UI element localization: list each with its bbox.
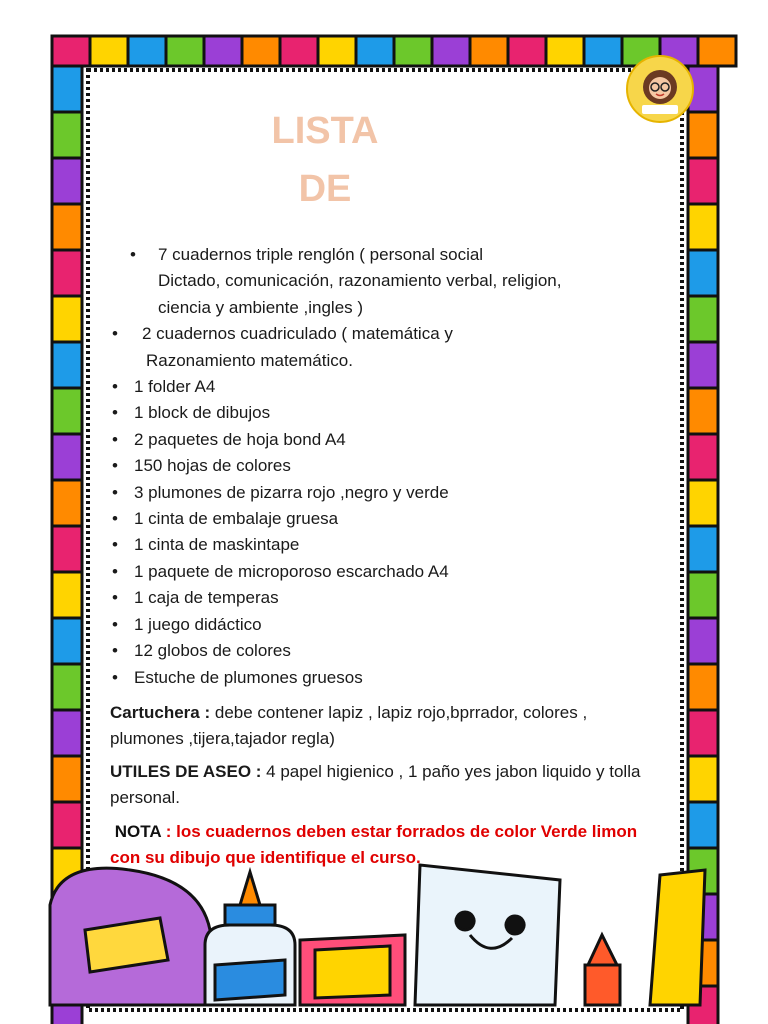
list-item — [112, 321, 652, 374]
list-item — [112, 532, 652, 558]
nota-paragraph — [110, 819, 655, 871]
list-item-text: Estuche de plumones gruesos — [134, 667, 363, 687]
list-item — [112, 506, 652, 532]
list-item-text: 1 folder A4 — [134, 377, 216, 397]
bullet-icon: • — [112, 324, 118, 344]
supplies-list — [112, 242, 652, 691]
frame-tile — [52, 664, 82, 710]
notebook-eye-right-icon — [506, 916, 524, 934]
frame-tile — [52, 66, 82, 112]
crayon-icon — [585, 965, 620, 1005]
frame-tile — [688, 158, 718, 204]
frame-tile — [584, 36, 622, 66]
list-item — [112, 480, 652, 506]
frame-tile — [52, 250, 82, 296]
frame-tile — [52, 434, 82, 480]
list-item-text: 7 cuadernos triple renglón ( personal social — [158, 245, 484, 264]
frame-tile — [52, 388, 82, 434]
list-item — [112, 427, 652, 453]
frame-tile — [52, 756, 82, 802]
bullet-icon: • — [112, 614, 118, 634]
frame-tile — [688, 618, 718, 664]
cartuchera-label: Cartuchera : — [110, 703, 211, 722]
frame-tile — [688, 710, 718, 756]
crayon-tip-icon — [588, 935, 617, 965]
frame-tile — [90, 36, 128, 66]
frame-tile — [52, 572, 82, 618]
teacher-avatar-logo — [626, 55, 694, 123]
frame-tile — [688, 112, 718, 158]
frame-tile — [688, 342, 718, 388]
notebook-icon — [415, 865, 560, 1005]
frame-tile — [688, 296, 718, 342]
frame-tile — [280, 36, 318, 66]
bullet-icon: • — [112, 667, 118, 687]
list-item — [112, 612, 652, 638]
frame-tile — [128, 36, 166, 66]
frame-tile — [688, 572, 718, 618]
bullet-icon: • — [112, 482, 118, 502]
notebook-eye-left-icon — [456, 912, 474, 930]
list-item — [112, 638, 652, 664]
list-item-text: 1 caja de temperas — [134, 588, 279, 608]
frame-tile — [166, 36, 204, 66]
list-item-text: 1 juego didáctico — [134, 614, 262, 634]
nota-text: : los cuadernos deben estar forrados de color Verde limon con su dibujo que identifique el curso. — [110, 822, 638, 867]
frame-tile — [688, 802, 718, 848]
aseo-paragraph — [110, 759, 655, 811]
cartuchera-text: debe contener lapiz , lapiz rojo,bprrador, colores , plumones ,tijera,tajador regla) — [110, 703, 588, 748]
list-item — [112, 242, 652, 321]
frame-tile — [688, 664, 718, 710]
list-item-text: 12 globos de colores — [134, 641, 291, 661]
ruler-icon — [650, 870, 705, 1005]
frame-tile — [688, 388, 718, 434]
frame-tile — [688, 526, 718, 572]
frame-tile — [52, 296, 82, 342]
frame-tile — [52, 526, 82, 572]
list-item-text: 1 cinta de embalaje gruesa — [134, 509, 339, 529]
frame-tile — [52, 802, 82, 848]
list-item-continuation: Dictado, comunicación, razonamiento verbal, religion, — [158, 271, 562, 291]
nota-label: NOTA — [114, 822, 162, 841]
bullet-icon: • — [112, 377, 118, 397]
frame-tile — [52, 36, 90, 66]
frame-tile — [356, 36, 394, 66]
frame-tile — [688, 756, 718, 802]
frame-tile — [394, 36, 432, 66]
list-item — [112, 374, 652, 400]
bullet-icon: • — [112, 403, 118, 423]
frame-tile — [470, 36, 508, 66]
bullet-icon: • — [112, 588, 118, 608]
bullet-icon: • — [112, 429, 118, 449]
frame-tile — [432, 36, 470, 66]
list-item-continuation: Razonamiento matemático. — [146, 350, 353, 370]
frame-tile — [546, 36, 584, 66]
list-item-continuation: ciencia y ambiente ,ingles ) — [158, 297, 364, 317]
frame-tile — [688, 250, 718, 296]
title-line-1: LISTA — [271, 110, 379, 152]
list-item — [112, 400, 652, 426]
bullet-icon: • — [130, 245, 136, 264]
list-item-text: 2 cuadernos cuadriculado ( matemática y — [142, 324, 453, 344]
list-item-text: 1 cinta de maskintape — [134, 535, 300, 555]
glue-cap-icon — [225, 905, 275, 925]
frame-tile — [508, 36, 546, 66]
bullet-icon: • — [112, 456, 118, 476]
frame-tile — [698, 36, 736, 66]
list-item-text: 1 block de dibujos — [134, 403, 271, 423]
list-item — [112, 453, 652, 479]
bullet-icon: • — [112, 535, 118, 555]
aseo-label: UTILES DE ASEO : — [110, 762, 262, 781]
frame-tile — [688, 204, 718, 250]
list-item-text: 2 paquetes de hoja bond A4 — [134, 429, 346, 449]
frame-tile — [52, 618, 82, 664]
bullet-icon: • — [112, 561, 118, 581]
frame-tile — [204, 36, 242, 66]
list-item — [112, 665, 652, 691]
title-line-2: DE — [298, 168, 352, 210]
glue-tip-icon — [240, 872, 260, 905]
glue-label-icon — [215, 960, 285, 1000]
frame-tile — [52, 112, 82, 158]
list-item-text: 1 paquete de microporoso escarchado A4 — [134, 561, 449, 581]
frame-tile — [52, 480, 82, 526]
avatar-icon — [628, 57, 692, 121]
list-item — [112, 585, 652, 611]
frame-tile — [242, 36, 280, 66]
frame-tile — [688, 480, 718, 526]
frame-tile — [52, 710, 82, 756]
crayon-box-label-icon — [315, 946, 390, 998]
list-item-text: 3 plumones de pizarra rojo ,negro y verde — [134, 482, 449, 502]
list-item-text: 150 hojas de colores — [134, 456, 291, 476]
frame-tile — [318, 36, 356, 66]
bullet-icon: • — [112, 509, 118, 529]
frame-tile — [688, 434, 718, 480]
list-item — [112, 559, 652, 585]
frame-tile — [52, 158, 82, 204]
cartuchera-paragraph — [110, 700, 655, 752]
aseo-text: 4 papel higienico , 1 paño yes jabon liquido y tolla personal. — [110, 762, 641, 807]
frame-tile — [52, 204, 82, 250]
frame-tile — [52, 342, 82, 388]
bullet-icon: • — [112, 641, 118, 661]
